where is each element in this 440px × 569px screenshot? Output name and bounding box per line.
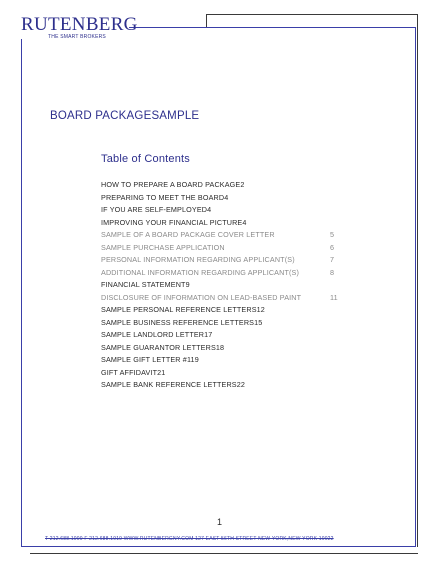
- toc-item-text: SAMPLE GIFT LETTER #119: [101, 355, 199, 364]
- toc-heading: Table of Contents: [101, 153, 191, 165]
- toc-item-text: SAMPLE BANK REFERENCE LETTERS22: [101, 380, 246, 389]
- toc-item-text: ADDITIONAL INFORMATION REGARDING APPLICANT(S): [101, 267, 300, 277]
- toc-item-text: HOW TO PREPARE A BOARD PACKAGE2: [101, 180, 245, 189]
- toc-item-text: IF YOU ARE SELF-EMPLOYED4: [101, 205, 212, 214]
- toc-item-page: 6: [330, 242, 335, 252]
- toc-item[interactable]: [101, 292, 341, 305]
- toc-item[interactable]: [101, 217, 341, 230]
- back-frame-top: [206, 14, 417, 16]
- toc-item[interactable]: [101, 367, 341, 380]
- toc-item-text: SAMPLE PURCHASE APPLICATION: [101, 242, 225, 252]
- footer-contact: T 212.688.1000 F 212.688.1919 WWW.RUTENBERGNY.COM 127 EAST 56TH STREET NEW YORK,NEW YORK 10022: [45, 536, 334, 542]
- toc-item-text: FINANCIAL STATEMENT9: [101, 280, 190, 289]
- logo-tagline: THE SMART BROKERS: [48, 34, 106, 40]
- toc-item[interactable]: [101, 317, 341, 330]
- back-frame-left: [206, 14, 208, 27]
- toc-item-text: SAMPLE BUSINESS REFERENCE LETTERS15: [101, 317, 263, 327]
- back-frame-right: [417, 14, 419, 547]
- toc-item[interactable]: [101, 229, 341, 242]
- toc-item-text: IMPROVING YOUR FINANCIAL PICTURE4: [101, 217, 247, 227]
- toc-item-text: SAMPLE LANDLORD LETTER17: [101, 330, 213, 339]
- logo-name: RUTENBERG: [21, 14, 138, 35]
- document-title: BOARD PACKAGESAMPLE: [50, 110, 200, 122]
- toc-item[interactable]: [101, 179, 341, 192]
- toc-item[interactable]: [101, 279, 341, 292]
- toc-item-text: PERSONAL INFORMATION REGARDING APPLICANT(S): [101, 255, 295, 264]
- toc-item-text: SAMPLE GUARANTOR LETTERS18: [101, 342, 225, 352]
- toc-item[interactable]: [101, 254, 341, 267]
- toc-item[interactable]: [101, 342, 341, 355]
- toc-item-page: 5: [330, 230, 335, 239]
- toc-item[interactable]: [101, 192, 341, 205]
- toc-item[interactable]: [101, 242, 341, 255]
- toc-item[interactable]: [101, 304, 341, 317]
- toc-item[interactable]: [101, 329, 341, 342]
- toc-item-page: 8: [330, 267, 335, 277]
- toc-item[interactable]: [101, 379, 341, 392]
- back-frame-bottom: [30, 553, 418, 555]
- toc-item-text: SAMPLE OF A BOARD PACKAGE COVER LETTER: [101, 230, 275, 239]
- page-number: 1: [217, 517, 223, 527]
- toc-item[interactable]: [101, 354, 341, 367]
- toc-item-text: GIFT AFFIDAVIT21: [101, 367, 166, 377]
- toc-item[interactable]: [101, 204, 341, 217]
- toc-item-page: 11: [330, 292, 338, 302]
- toc-item-text: SAMPLE PERSONAL REFERENCE LETTERS12: [101, 305, 265, 314]
- toc-list: [101, 179, 341, 392]
- toc-item[interactable]: [101, 267, 341, 280]
- toc-item-text: PREPARING TO MEET THE BOARD4: [101, 192, 229, 202]
- toc-item-page: 7: [330, 255, 335, 264]
- toc-item-text: DISCLOSURE OF INFORMATION ON LEAD-BASED PAINT: [101, 292, 302, 302]
